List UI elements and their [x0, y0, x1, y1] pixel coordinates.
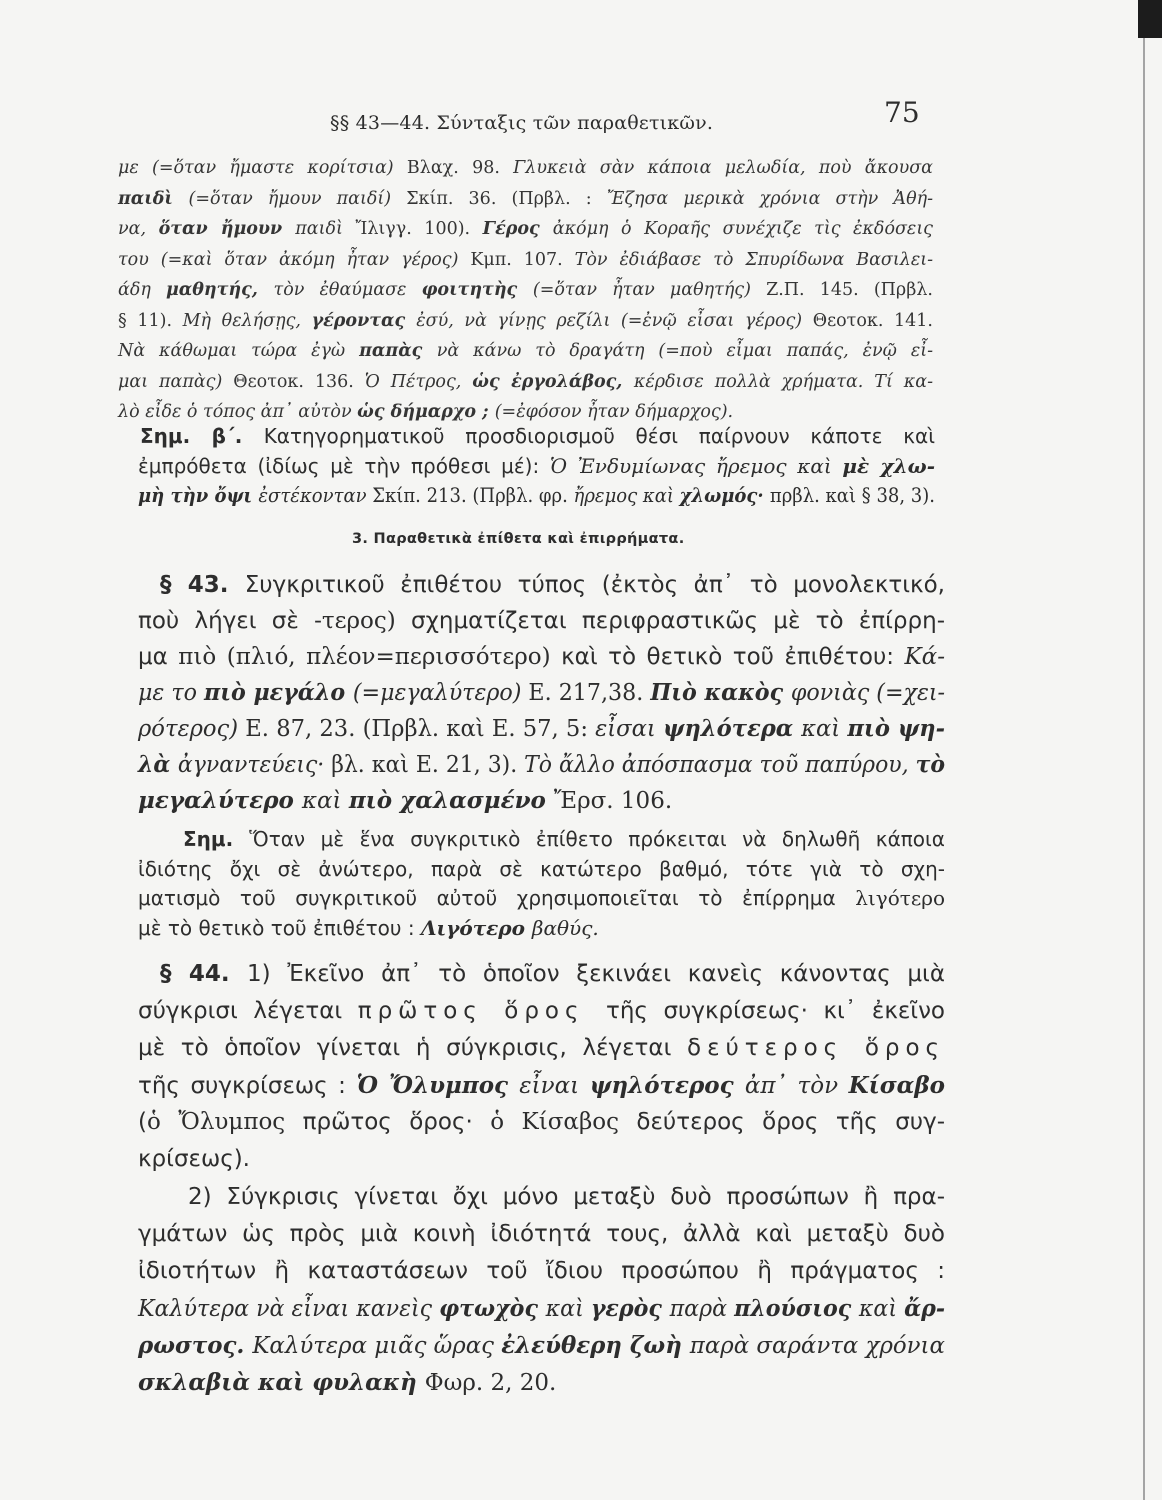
paragraph-label: § 43. — [160, 572, 245, 598]
emphasized-example: μεγαλύτερο — [138, 787, 302, 814]
text-line — [138, 481, 935, 511]
text-line-content — [118, 306, 933, 337]
body-text: μὲ τὸ θετικὸ τοῦ ἐπιθέτου : — [138, 915, 421, 940]
text-line-content — [160, 567, 945, 603]
spaced-term: δεύτερος ὅρος — [687, 1035, 945, 1061]
text-line — [118, 336, 933, 367]
italic-example: (=μεγαλύτερο) — [352, 680, 529, 706]
emphasized-example: παιδὶ — [118, 188, 189, 209]
body-text: τῆς συγκρίσεως· κι᾿ ἐκεῖνο — [605, 998, 946, 1024]
note-b-paragraph — [138, 422, 935, 511]
emphasized-example: λὰ — [138, 751, 178, 778]
italic-example: να, — [118, 219, 159, 239]
text-line-content — [138, 1364, 556, 1402]
italic-example: Ὁ Ἐνδυμίωνας ἤρεμος καὶ — [549, 453, 843, 478]
emphasized-example: σκλαβιὰ καὶ φυλακὴ — [138, 1369, 425, 1396]
text-line — [138, 993, 945, 1030]
text-line — [138, 711, 945, 747]
emphasized-example: ἐλεύθερη ζωὴ — [501, 1332, 690, 1359]
section-heading: 3. Παραθετικὰ ἐπίθετα καὶ ἐπιρρήματα. — [352, 531, 685, 547]
text-line-content — [138, 1067, 945, 1105]
text-line-content — [138, 711, 945, 747]
body-text: Κατηγορηματικοῦ προσδιορισμοῦ θέσι παίρνουν κάποτε καὶ — [263, 424, 935, 448]
section-43-note — [138, 825, 945, 943]
text-line — [118, 245, 933, 276]
emphasized-example: μὴ τὴν ὄψι — [138, 483, 259, 507]
italic-example: καὶ — [858, 1296, 905, 1322]
text-line — [138, 1030, 945, 1067]
running-title: §§ 43—44. Σύνταξις τῶν παραθετικῶν. — [330, 112, 714, 134]
text-line — [138, 1141, 945, 1178]
text-line — [138, 422, 935, 452]
italic-example: Ἔζησα μερικὰ χρόνια στὴν Ἀθή- — [606, 188, 933, 209]
italic-example: άδη — [118, 280, 166, 300]
italic-example: Κά- — [904, 644, 945, 670]
text-line-content — [138, 603, 945, 639]
body-text: Συγκριτικοῦ ἐπιθέτου τύπος (ἐκτὸς ἀπ᾿ τὸ μονολεκτικό, — [244, 572, 945, 598]
text-line-content — [138, 1030, 945, 1067]
emphasized-example: μαθητής, — [165, 280, 274, 300]
italic-example: ἀκόμη ὁ Κοραῆς συνέχιζε τὶς ἐκδόσεις — [552, 219, 933, 239]
text-line — [138, 1179, 945, 1216]
emphasized-example: χλωμός· — [679, 483, 770, 507]
text-line — [118, 214, 933, 245]
roman-text: § 11). — [118, 310, 183, 331]
italic-example: Μὴ θελήσῃς, — [182, 310, 312, 331]
text-line-content — [118, 153, 933, 184]
italic-example: εἶναι — [519, 1073, 590, 1099]
body-text: ( — [138, 1109, 147, 1135]
text-line-content — [118, 275, 933, 306]
emphasized-example: τὸ — [915, 751, 945, 778]
text-line — [138, 855, 945, 885]
text-line — [138, 884, 945, 914]
emphasized-example: ὡς δήμαρχο ; — [357, 402, 495, 422]
text-line — [118, 275, 933, 306]
italic-example: Τὸ ἄλλο ἀπόσπασμα τοῦ παπύρου, — [524, 752, 916, 778]
emphasized-example: φτωχὸς — [439, 1295, 546, 1322]
body-text: ματισμὸ τοῦ συγκριτικοῦ αὐτοῦ χρησιμοποιεῖται τὸ ἐπίρρημα — [138, 886, 856, 910]
roman-text: ὁ Κίσαβος — [490, 1109, 637, 1135]
text-line — [138, 1104, 945, 1141]
italic-example: (=ὅταν ἦταν μαθητής) — [532, 280, 767, 300]
body-text: Ὅταν μὲ ἕνα συγκριτικὸ ἐπίθετο πρόκειται νὰ δηλωθῆ κάποια — [249, 827, 945, 851]
emphasized-example: ἄρ- — [904, 1295, 946, 1322]
italic-example: Καλύτερα μιᾶς ὥρας — [252, 1333, 502, 1359]
italic-example: (=ἐφόσον ἦταν δήμαρχος). — [494, 402, 734, 422]
italic-example: παρὰ σαράντα χρόνια — [689, 1333, 945, 1359]
body-text: τῆς συγκρίσεως : — [138, 1073, 357, 1099]
body-text: μὲ τὸ ὁποῖον γίνεται ἡ σύγκρισις, λέγεται — [138, 1035, 688, 1061]
body-text: ἰδιότης ὄχι σὲ ἀνώτερο, παρὰ σὲ κατώτερο βαθμό, τότε γιὰ τὸ σχη- — [138, 856, 945, 881]
body-text: ποὺ λήγει σὲ — [138, 608, 315, 634]
paragraph-label: § 44. — [160, 961, 248, 987]
text-line-content — [188, 1179, 945, 1216]
text-line-content — [138, 1290, 945, 1328]
roman-text: -τερος) — [314, 608, 412, 634]
roman-text: Ε. 217,38. — [528, 680, 651, 706]
body-text: 1) Ἐκεῖνο ἀπ᾿ τὸ ὁποῖον ξεκινάει κανεὶς κάνοντας μιὰ — [247, 961, 945, 987]
italic-example: Νὰ κάθωμαι τώρα ἐγὼ — [118, 341, 360, 361]
italic-example: καὶ — [801, 716, 848, 742]
roman-text: ὁ Ὄλυμπος — [146, 1109, 303, 1135]
roman-text: Βλαχ. 98. — [406, 158, 514, 178]
text-line-content — [138, 1141, 250, 1178]
text-line-content — [138, 914, 599, 944]
scan-edge-line — [1143, 38, 1145, 1500]
text-line — [138, 914, 945, 944]
italic-example: καὶ — [301, 788, 349, 814]
emphasized-example: ρωστος. — [138, 1332, 253, 1359]
italic-example: παρὰ — [669, 1296, 735, 1322]
section-44-paragraph-1 — [138, 956, 945, 1178]
emphasized-example: Πιὸ κακὸς — [650, 679, 791, 706]
text-line — [118, 153, 933, 184]
italic-example: Καλύτερα νὰ εἶναι κανεὶς — [138, 1296, 440, 1322]
roman-text: Κμπ. 107. — [470, 249, 575, 270]
text-line-content — [138, 675, 945, 711]
text-line-content — [138, 481, 935, 511]
italic-example: κέρδισε πολλὰ χρήματα. Τί κα- — [633, 371, 933, 392]
body-text: μα — [138, 644, 179, 670]
emphasized-example: Γέρος — [482, 219, 553, 239]
text-line — [138, 825, 945, 855]
text-line-content — [138, 783, 672, 819]
italic-example: ἤρεμος καὶ — [573, 483, 680, 507]
emphasized-example: μὲ χλω- — [842, 453, 935, 478]
emphasized-example: Λιγότερο — [420, 915, 532, 940]
text-line-content — [160, 956, 945, 993]
italic-example: ἀγναντεύεις· — [177, 752, 332, 778]
italic-example: Τὸν ἐδιάβασε τὸ Σπυρίδωνα Βασιλει- — [574, 249, 933, 270]
text-line-content — [138, 639, 945, 675]
scan-edge-shadow — [1138, 0, 1162, 38]
text-line — [118, 306, 933, 337]
text-line-content — [138, 1327, 945, 1365]
text-line-content — [138, 1216, 945, 1253]
emphasized-example: γέροντας — [311, 310, 417, 331]
emphasized-example: ψηλότερα — [663, 715, 802, 742]
roman-text: πιὸ (πλιό, πλέον=περισσότερο) — [178, 644, 562, 670]
italic-example: με (=ὅταν ἤμαστε κορίτσια) — [118, 158, 407, 178]
text-line — [138, 1364, 945, 1401]
text-line — [138, 639, 945, 675]
italic-example: Ὁ Πέτρος, — [364, 371, 473, 392]
italic-example: του (=καὶ ὅταν ἀκόμη ἦταν γέρος) — [118, 249, 471, 270]
text-line — [138, 747, 945, 783]
text-line-content — [138, 855, 945, 885]
roman-text: Ἔρσ. 106. — [553, 788, 673, 814]
roman-text: Θεοτοκ. 141. — [812, 310, 933, 331]
italic-example: νὰ κάνω τὸ δραγάτη (=ποὺ εἶμαι παπάς, ἐνῷ εἶ- — [436, 341, 933, 361]
roman-text: Ἴλιγγ. 100). — [355, 219, 483, 239]
italic-example: Γλυκειὰ σὰν κάποια μελωδία, ποὺ ἄκουσα — [513, 158, 933, 178]
text-line — [138, 1253, 945, 1290]
section-44-paragraph-2 — [138, 1179, 945, 1401]
emphasized-example: Ὁ Ὄλυμπος — [356, 1072, 520, 1099]
body-text: γμάτων ὡς πρὸς μιὰ κοινὴ ἰδιότητά τους, ἀλλὰ καὶ μεταξὺ δυὸ — [138, 1221, 945, 1247]
emphasized-example: ὡς ἐργολάβος, — [472, 371, 634, 392]
italic-example: μαι παπὰς) — [118, 371, 234, 392]
body-text: 2) Σύγκρισις γίνεται ὄχι μόνο μεταξὺ δυὸ προσώπων ἢ πρα- — [188, 1184, 945, 1210]
text-line-content — [183, 825, 945, 855]
text-line — [138, 1216, 945, 1253]
emphasized-example: πιὸ ψη- — [847, 715, 946, 742]
spaced-term: πρῶτος ὅρος — [357, 998, 606, 1024]
body-text: σχηματίζεται περιφραστικῶς μὲ τὸ ἐπίρρη- — [411, 608, 945, 634]
text-line-content — [138, 1253, 945, 1290]
body-text: δεύτερος ὅρος τῆς συγ- — [636, 1109, 945, 1135]
text-line — [118, 184, 933, 215]
body-text: κρίσεως). — [138, 1146, 250, 1172]
text-line-content — [118, 336, 933, 367]
paragraph-label: Σημ. β΄. — [140, 424, 264, 448]
body-text: πρῶτος ὅρος· — [302, 1109, 491, 1135]
text-line — [138, 452, 935, 482]
text-line — [138, 1327, 945, 1364]
text-line — [138, 603, 945, 639]
emphasized-example: ψηλότερος — [589, 1072, 745, 1099]
text-line — [138, 675, 945, 711]
italic-example: παιδὶ — [295, 219, 356, 239]
emphasized-example: πλούσιος — [734, 1295, 859, 1322]
emphasized-example: παπὰς — [359, 341, 437, 361]
italic-example: εἶσαι — [595, 716, 664, 742]
italic-example: ἀπ᾿ τὸν — [744, 1073, 849, 1099]
text-line-content — [138, 747, 945, 783]
roman-text: Σκίπ. 213. (Πρβλ. φρ. — [372, 483, 574, 507]
emphasized-example: γερὸς — [590, 1295, 670, 1322]
italic-example: λὸ εἶδε ὁ τόπος ἀπ᾿ αὐτὸν — [118, 402, 358, 422]
italic-example: με το — [138, 680, 205, 706]
continued-examples-paragraph — [118, 153, 933, 428]
italic-example: φονιὰς (=χει- — [790, 680, 946, 706]
text-line-content — [118, 245, 933, 276]
roman-text: Φωρ. 2, 20. — [424, 1370, 557, 1396]
text-line — [138, 567, 945, 603]
text-line-content — [118, 184, 933, 215]
italic-example: καὶ — [545, 1296, 591, 1322]
italic-example: ρότερος) — [138, 716, 246, 742]
body-text: καὶ τὸ θετικὸ τοῦ ἐπιθέτου: — [561, 644, 905, 670]
body-text: ἐμπρόθετα (ἰδίως μὲ τὴν πρόθεσι μέ): — [138, 453, 550, 478]
text-line-content — [118, 367, 933, 398]
section-43-paragraph — [138, 567, 945, 819]
body-text: ἰδιοτήτων ἢ καταστάσεων τοῦ ἴδιου προσώπου ἢ πράγματος : — [138, 1258, 945, 1284]
emphasized-example: ὅταν ἤμουν — [158, 219, 296, 239]
text-line — [138, 783, 945, 819]
roman-text: λιγότερο — [855, 886, 945, 910]
roman-text: Θεοτοκ. 136. — [233, 371, 365, 392]
emphasized-example: πιὸ μεγάλο — [204, 679, 353, 706]
text-line — [138, 1067, 945, 1104]
italic-example: ἐστέκονταν — [258, 483, 373, 507]
text-line-content — [118, 214, 933, 245]
roman-text: Σκίπ. 36. (Πρβλ. : — [406, 188, 607, 209]
text-line — [138, 1290, 945, 1327]
page-number: 75 — [884, 96, 920, 129]
roman-text: πρβλ. καὶ § 38, 3). — [769, 483, 935, 507]
paragraph-label: Σημ. — [183, 827, 250, 851]
roman-text: Ζ.Π. 145. (Πρβλ. — [766, 280, 933, 300]
italic-example: ἐσύ, νὰ γίνῃς ρεζίλι (=ἐνῷ εἶσαι γέρος) — [416, 310, 813, 331]
emphasized-example: πιὸ χαλασμένο — [348, 787, 554, 814]
italic-example: βαθύς. — [531, 915, 599, 940]
roman-text: Ε. 87, 23. (Πρβλ. καὶ Ε. 57, 5: — [245, 716, 596, 742]
text-line — [138, 956, 945, 993]
italic-example: τὸν ἐθαύμασε — [273, 280, 422, 300]
text-line-content — [138, 1104, 945, 1141]
text-line-content — [138, 452, 935, 482]
text-line-content — [138, 993, 945, 1030]
italic-example: (=ὅταν ἤμουν παιδί) — [188, 188, 407, 209]
text-line-content — [138, 884, 945, 914]
roman-text: βλ. καὶ Ε. 21, 3). — [331, 752, 525, 778]
emphasized-example: Κίσαβο — [848, 1072, 945, 1099]
text-line-content — [140, 422, 935, 452]
emphasized-example: φοιτητὴς — [421, 280, 533, 300]
text-line — [118, 367, 933, 398]
body-text: σύγκρισι λέγεται — [138, 998, 358, 1024]
